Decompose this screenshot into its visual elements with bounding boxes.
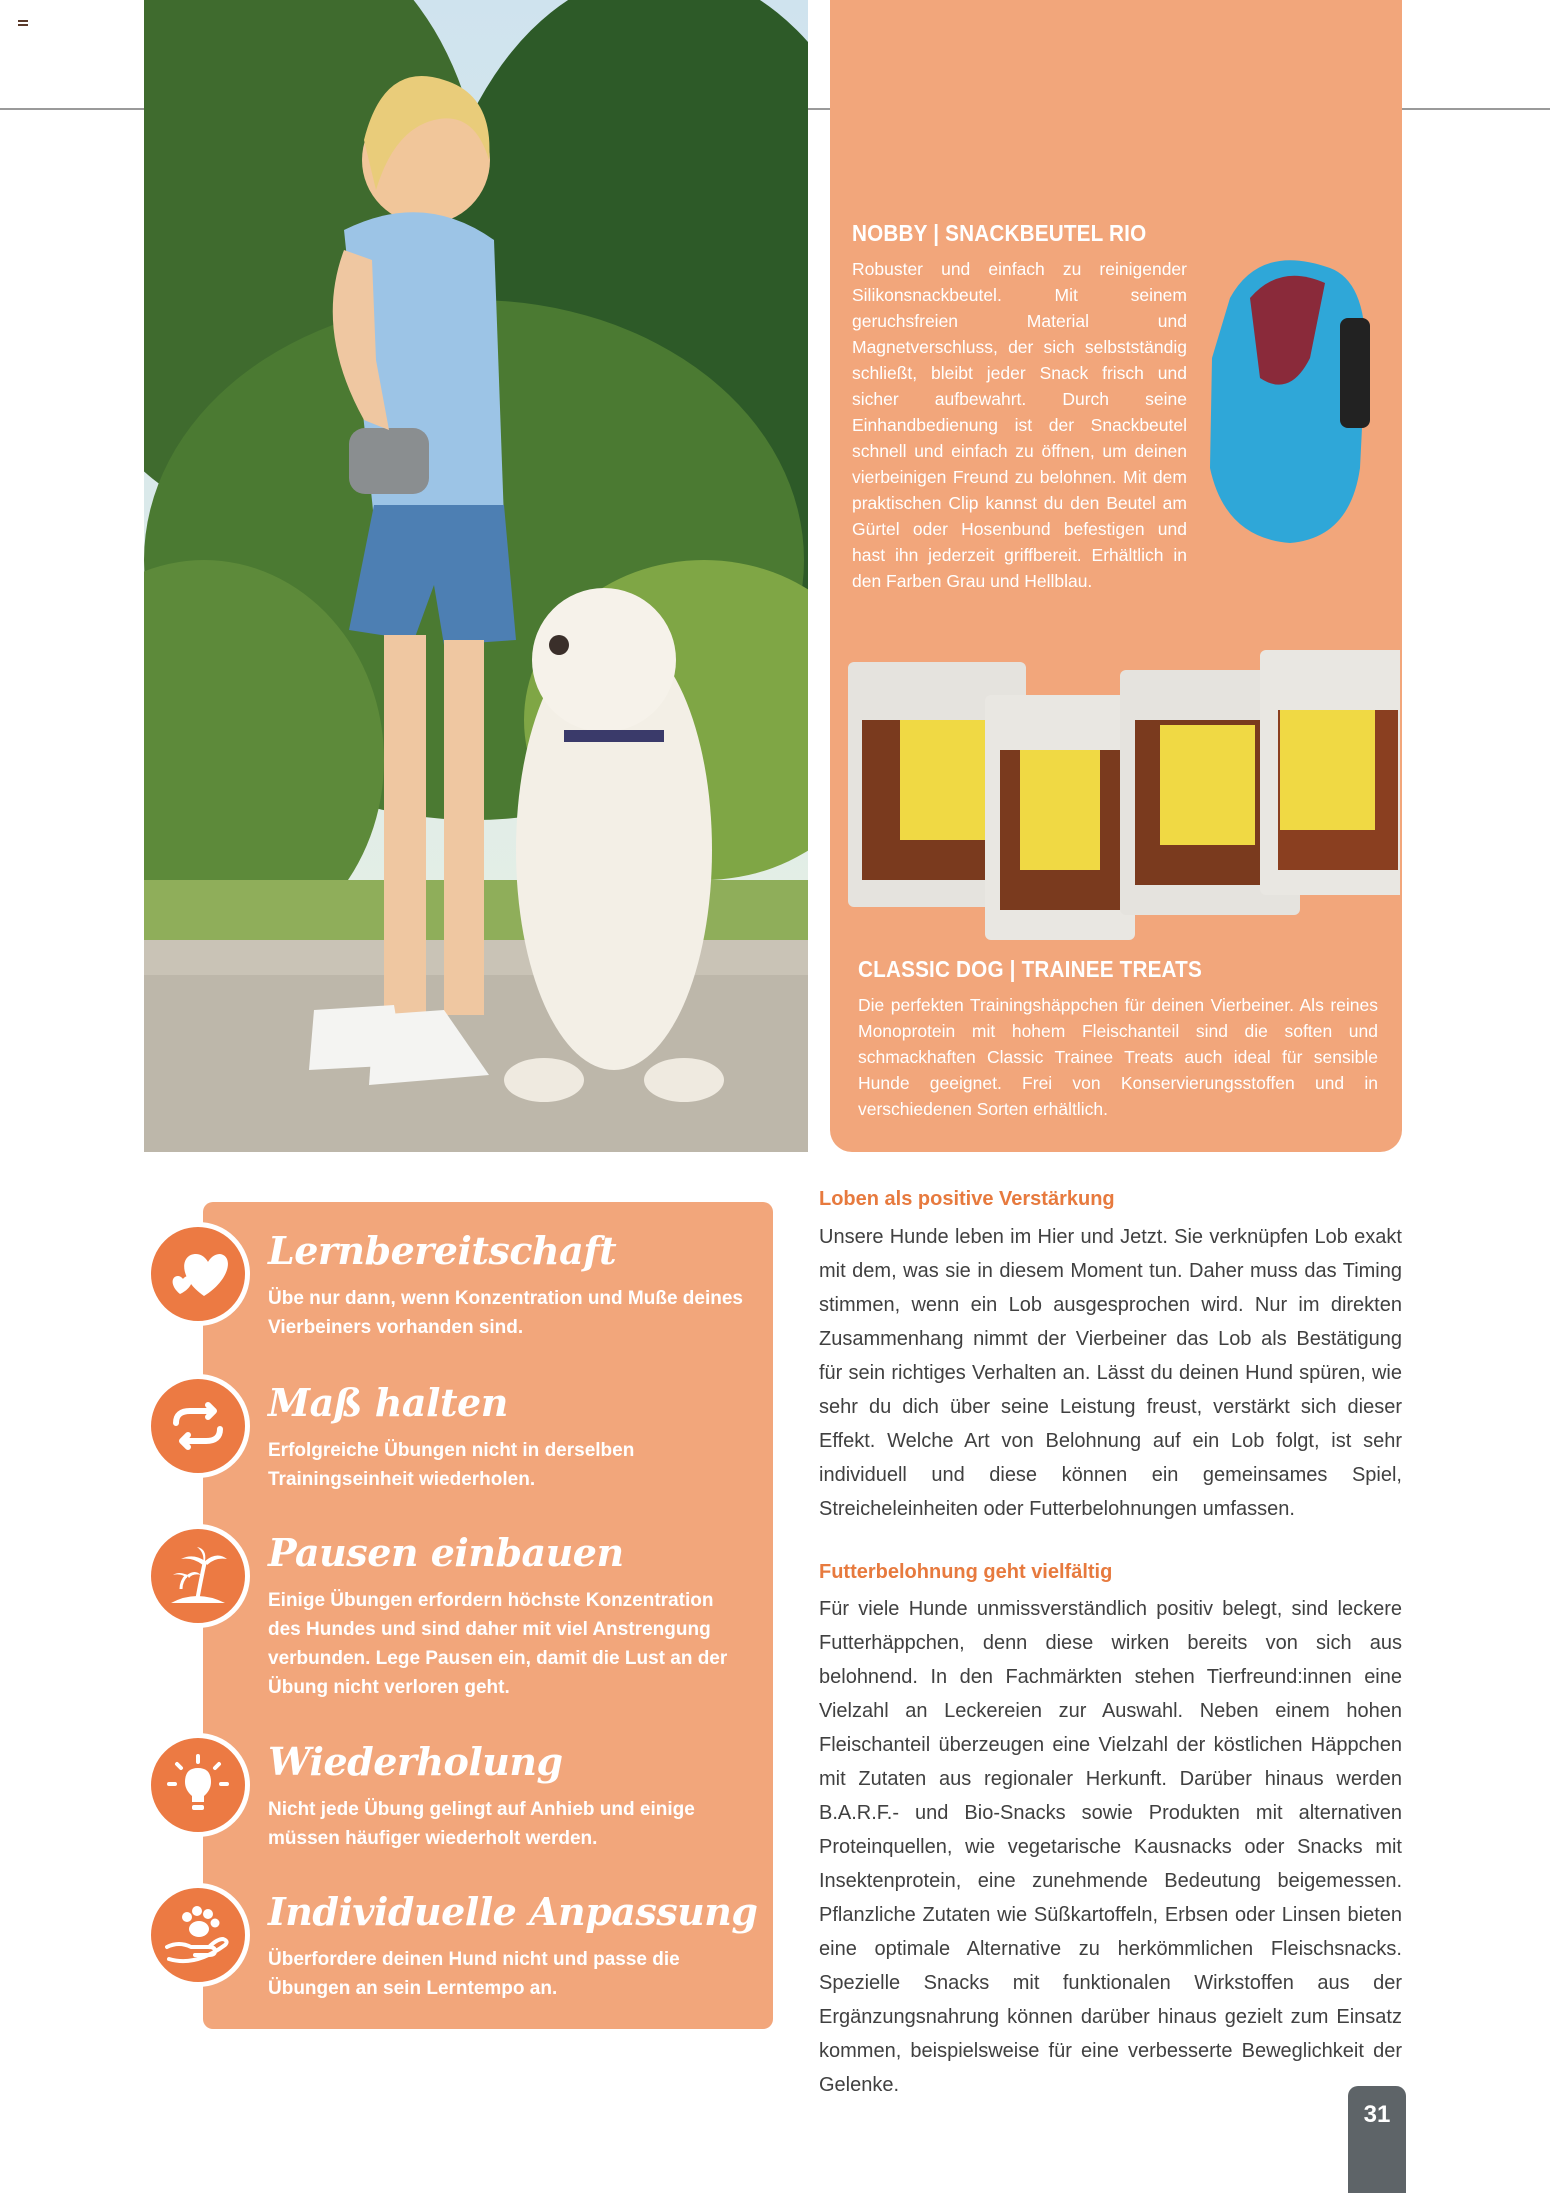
- tip-heading: Individuelle Anpassung: [268, 1889, 758, 1934]
- article-heading: Loben als positive Verstärkung: [819, 1188, 1115, 1210]
- tip-icon-circle: [146, 1524, 250, 1628]
- tip-text: Nicht jede Übung gelingt auf Anhieb und einige müssen häufiger wiederholt werden.: [268, 1799, 695, 1849]
- tip-icon-circle: [146, 1222, 250, 1326]
- heart-icon: [168, 1246, 228, 1302]
- palm-island-icon: [167, 1545, 229, 1607]
- product-title-snackbeutel: NOBBY | SNACKBEUTEL RIO: [852, 220, 1147, 246]
- tip-heading: Maß halten: [268, 1380, 508, 1425]
- tip-icon-circle: [146, 1883, 250, 1987]
- tip-text: Erfolgreiche Übungen nicht in derselben Trainingseinheit wiederholen.: [268, 1440, 635, 1490]
- product-title-treats: CLASSIC DOG | TRAINEE TREATS: [858, 956, 1202, 982]
- product-text-snackbeutel: Robuster und einfach zu reinigender Silikonsnackbeutel. Mit seinem geruchsfreien Material und Magnetverschluss, der sich selbstständig schließt, bleibt jeder Snack frisch und sicher aufbewahrt. Durch seine Einhandbedienung ist der Snackbeutel schnell und einfach zu öffnen, um deinen vierbeinigen Freund zu belohnen. Mit dem praktischen Clip kannst du den Beutel am Gürtel oder Hosenbund befestigen und hast ihn jederzeit griffbereit. Erhältlich in den Farben Grau und Hellblau.: [852, 259, 1187, 591]
- article-heading: Futterbelohnung geht vielfältig: [819, 1561, 1113, 1583]
- training-photo: [144, 0, 808, 1152]
- tip-text: Übe nur dann, wenn Konzentration und Muße deines Vierbeiners vorhanden sind.: [268, 1288, 743, 1338]
- lightbulb-icon: [167, 1754, 229, 1816]
- snack-bag-product-image: [1200, 238, 1380, 553]
- article-paragraph: Für viele Hunde unmissverständlich positiv belegt, sind leckere Futterhäppchen, denn diese wirken bereits von sich aus belohnend. In den Fachmärkten stehen Tierfreund:innen eine Vielzahl an Leckereien zur Auswahl. Neben einem hohen Fleischanteil überzeugen eine Vielzahl der köstlichen Häppchen mit Zutaten aus regionaler Herkunft. Darüber hinaus werden B.A.R.F.- und Bio-Snacks sowie Produkten mit alternativen Proteinquellen, wie vegetarische Kausnacks oder Snacks mit Insektenprotein, eine zunehmende Bedeutung beigemessen. Pflanzliche Zutaten wie Süßkartoffeln, Erbsen oder Linsen bieten eine optimale Alternative zu herkömmlichen Fleischsnacks. Spezielle Snacks mit funktionalen Wirkstoffen aus der Ergänzungsnahrung können darüber hinaus gezielt zum Einsatz kommen, beispielsweise für eine verbesserte Beweglichkeit der Gelenke.: [819, 1598, 1402, 2096]
- product-text-treats: Die perfekten Trainingshäppchen für deinen Vierbeiner. Als reines Monoprotein mit hohem Fleischanteil sind die soften und schmackhaften Classic Trainee Treats auch ideal für sensible Hunde geeignet. Frei von Konservierungsstoffen und in verschiedenen Sorten erhältlich.: [858, 995, 1378, 1119]
- tip-heading: Pausen einbauen: [268, 1530, 624, 1575]
- tip-heading: Wiederholung: [268, 1739, 563, 1784]
- tip-icon-circle: [146, 1374, 250, 1478]
- product-panel: [830, 0, 1402, 1152]
- paw-hand-icon: [165, 1905, 231, 1965]
- tip-icon-circle: [146, 1733, 250, 1837]
- menu-icon[interactable]: [18, 20, 28, 28]
- tip-heading: Lernbereitschaft: [268, 1228, 617, 1273]
- tip-text: Überfordere deinen Hund nicht und passe die Übungen an sein Lerntempo an.: [268, 1949, 680, 1999]
- page-number: 31: [1348, 2086, 1406, 2193]
- repeat-arrows-icon: [166, 1401, 230, 1451]
- article-paragraph: Unsere Hunde leben im Hier und Jetzt. Sie verknüpfen Lob exakt mit dem, was sie in diesem Moment tun. Daher muss das Timing stimmen, wenn ein Lob ausgesprochen wird. Nur im direkten Zusammenhang nimmt der Vierbeiner das Lob als Bestätigung für sein richtiges Verhalten an. Lässt du deinen Hund spüren, wie sehr du dich über seine Leistung freust, verstärkt sich dieser Effekt. Welche Art von Belohnung auf ein Lob folgt, ist sehr individuell und diese können ein gemeinsames Spiel, Streicheleinheiten oder Futterbelohnungen umfassen.: [819, 1226, 1402, 1520]
- treat-packages-image: [840, 650, 1400, 940]
- tip-text: Einige Übungen erfordern höchste Konzentration des Hundes und sind daher mit viel Anstrengung verbunden. Lege Pausen ein, damit die Lust an der Übung nicht verloren geht.: [268, 1590, 728, 1698]
- girl-with-dog-illustration: [144, 0, 808, 1152]
